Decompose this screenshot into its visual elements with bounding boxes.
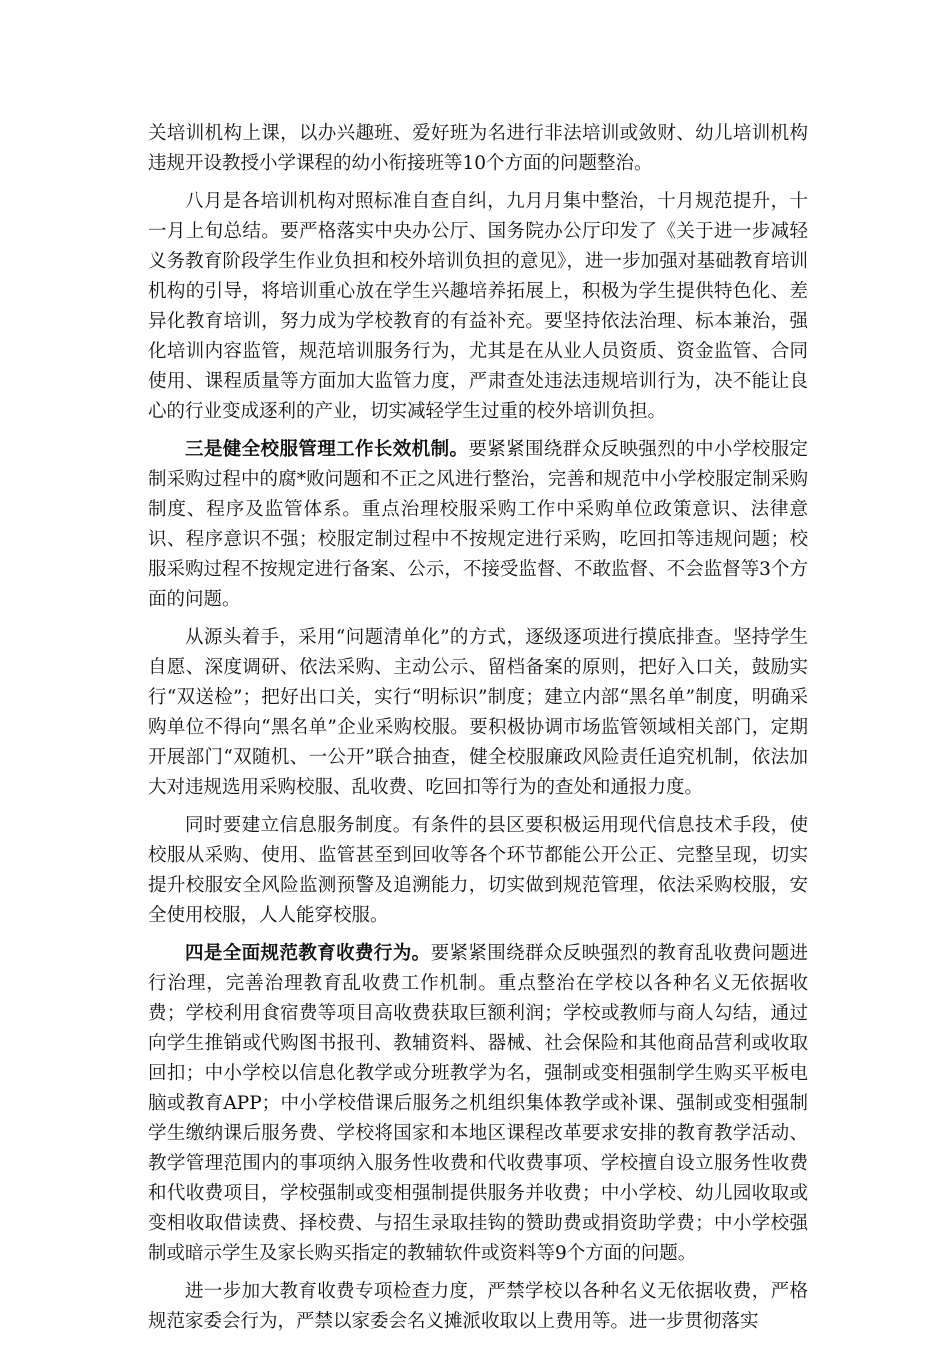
paragraph-6 — [148, 939, 808, 1269]
paragraph-3 — [148, 435, 808, 615]
section-heading-fees: 四是全面规范教育收费行为。 — [185, 943, 431, 964]
paragraph-2 — [148, 187, 808, 427]
paragraph-text: 八月是各培训机构对照标准自查自纠，九月月集中整治，十月规范提升，十一月上旬总结。要严格落实中央办公厅、国务院办公厅印发了《关于进一步减轻义务教育阶段学生作业负担和校外培训负担的意见》，进一步加强对基础教育培训机构的引导，将培训重心放在学生兴趣培养拓展上，积极为学生提供特色化、差异化教育培训，努力成为学校教育的有益补充。要坚持依法治理、标本兼治，强化培训内容监管，规范培训服务行为，尤其是在从业人员资质、资金监管、合同使用、课程质量等方面加大监管力度，严肃查处违法违规培训行为，决不能让良心的行业变成逐利的产业，切实减轻学生过重的校外培训负担。 — [148, 191, 808, 422]
document-body — [148, 119, 808, 1345]
paragraph-text: 同时要建立信息服务制度。有条件的县区要积极运用现代信息技术手段，使校服从采购、使用、监管甚至到回收等各个环节都能公开公正、完整呈现，切实提升校服安全风险监测预警及追溯能力，切实做到规范管理，依法采购校服，安全使用校服，人人能穿校服。 — [148, 815, 808, 926]
paragraph-1 — [148, 119, 808, 179]
paragraph-4 — [148, 623, 808, 803]
section-heading-uniform: 三是健全校服管理工作长效机制。 — [185, 439, 469, 460]
paragraph-text: 要紧紧围绕群众反映强烈的教育乱收费问题进行治理，完善治理教育乱收费工作机制。重点整治在学校以各种名义无依据收费；学校利用食宿费等项目高收费获取巨额利润；学校或教师与商人勾结，通过向学生推销或代购图书报刊、教辅资料、器械、社会保险和其他商品营利或收取回扣；中小学校以信息化教学或分班教学为名，强制或变相强制学生购买平板电脑或教育APP；中小学校借课后服务之机组织集体教学或补课、强制或变相强制学生缴纳课后服务费、学校将国家和本地区课程改革要求安排的教育教学活动、教学管理范围内的事项纳入服务性收费和代收费事项、学校擅自设立服务性收费和代收费项目，学校强制或变相强制提供服务并收费；中小学校、幼儿园收取或变相收取借读费、择校费、与招生录取挂钩的赞助费或捐资助学费；中小学校强制或暗示学生及家长购买指定的教辅软件或资料等9个方面的问题。 — [148, 943, 808, 1264]
paragraph-text: 从源头着手，采用“问题清单化”的方式，逐级逐项进行摸底排查。坚持学生自愿、深度调研、依法采购、主动公示、留档备案的原则，把好入口关，鼓励实行“双送检”；把好出口关，实行“明标识”制度；建立内部“黑名单”制度，明确采购单位不得向“黑名单”企业采购校服。要积极协调市场监管领域相关部门，定期开展部门“双随机、一公开”联合抽查，健全校服廉政风险责任追究机制，依法加大对违规选用采购校服、乱收费、吃回扣等行为的查处和通报力度。 — [148, 627, 808, 798]
paragraph-7 — [148, 1277, 808, 1337]
paragraph-text: 要紧紧围绕群众反映强烈的中小学校服定制采购过程中的腐*败问题和不正之风进行整治，完善和规范中小学校服定制采购制度、程序及监管体系。重点治理校服采购工作中采购单位政策意识、法律意识、程序意识不强；校服定制过程中不按规定进行采购，吃回扣等违规问题；校服采购过程不按规定进行备案、公示，不接受监督、不敢监督、不会监督等3个方面的问题。 — [148, 439, 808, 610]
paragraph-5 — [148, 811, 808, 931]
paragraph-text: 关培训机构上课，以办兴趣班、爱好班为名进行非法培训或敛财、幼儿培训机构违规开设教授小学课程的幼小衔接班等10个方面的问题整治。 — [148, 123, 808, 174]
paragraph-text: 进一步加大教育收费专项检查力度，严禁学校以各种名义无依据收费，严格规范家委会行为，严禁以家委会名义摊派收取以上费用等。进一步贯彻落实 — [148, 1281, 808, 1332]
